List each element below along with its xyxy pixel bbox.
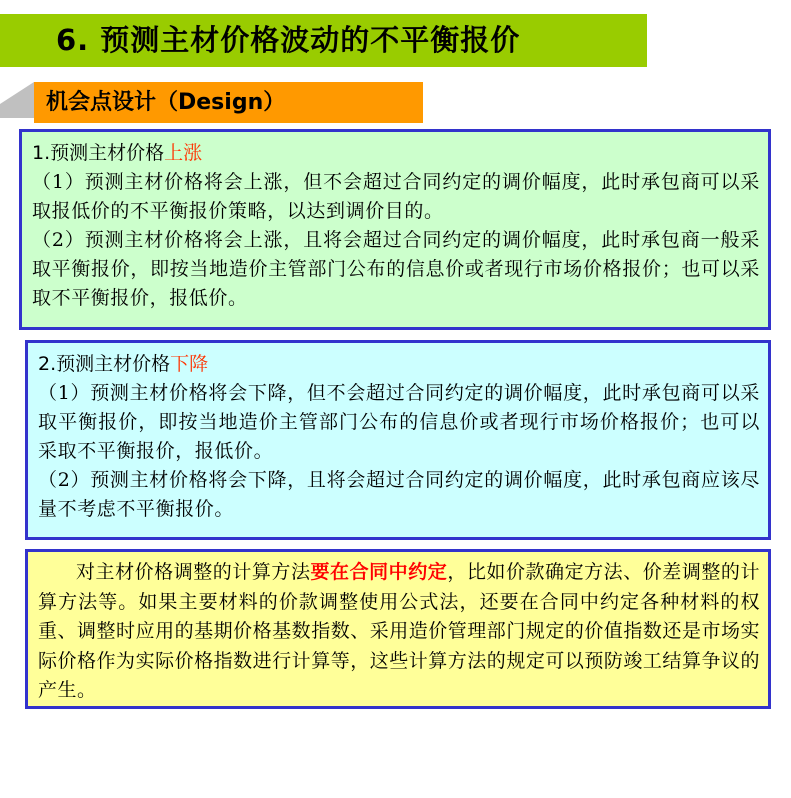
subtitle-decoration-base [0, 104, 34, 118]
heading-highlight: 上涨 [164, 142, 203, 164]
heading-highlight: 下降 [170, 353, 209, 375]
subtitle-decoration [0, 82, 34, 104]
note-paragraph [38, 558, 760, 706]
title-bar [0, 14, 647, 67]
subtitle-bar [34, 82, 423, 123]
note-text: ，比如价款确定方法、价差调整的计算方法等。如果主要材料的价款调整使用公式法，还要在合同中约定各种材料的权重、调整时应用的基期价格基数指数、采用造价管理部门规定的价值指数还是市场实际价格作为实际价格指数进行计算等，这些计算方法的规定可以预防竣工结算争议的产生。 [38, 561, 760, 701]
subtitle: 机会点设计（Design） [46, 90, 286, 115]
section-price-fall [25, 340, 771, 540]
note-highlight: 要在合同中约定 [310, 561, 448, 583]
note-text: 对主材价格调整的计算方法 [76, 561, 311, 583]
section-heading [32, 138, 760, 168]
note-box [25, 549, 771, 709]
paragraph: （2）预测主材价格将会上涨，且将会超过合同约定的调价幅度，此时承包商一般采取平衡报价，即按当地造价主管部门公布的信息价或者现行市场价格报价；也可以采取不平衡报价，报低价。 [32, 229, 760, 309]
paragraph: （1）预测主材价格将会下降，但不会超过合同约定的调价幅度，此时承包商可以采取平衡报价，即按当地造价主管部门公布的信息价或者现行市场价格报价；也可以采取不平衡报价，报低价。 [38, 382, 760, 462]
section-price-rise [19, 129, 771, 330]
heading-text: 1.预测主材价格 [32, 142, 165, 164]
page-title: 6. 预测主材价格波动的不平衡报价 [56, 23, 521, 57]
heading-text: 2.预测主材价格 [38, 353, 171, 375]
paragraph: （1）预测主材价格将会上涨，但不会超过合同约定的调价幅度，此时承包商可以采取报低价的不平衡报价策略，以达到调价目的。 [32, 171, 760, 222]
section-heading [38, 349, 760, 379]
paragraph: （2）预测主材价格将会下降，且将会超过合同约定的调价幅度，此时承包商应该尽量不考虑不平衡报价。 [38, 469, 760, 520]
